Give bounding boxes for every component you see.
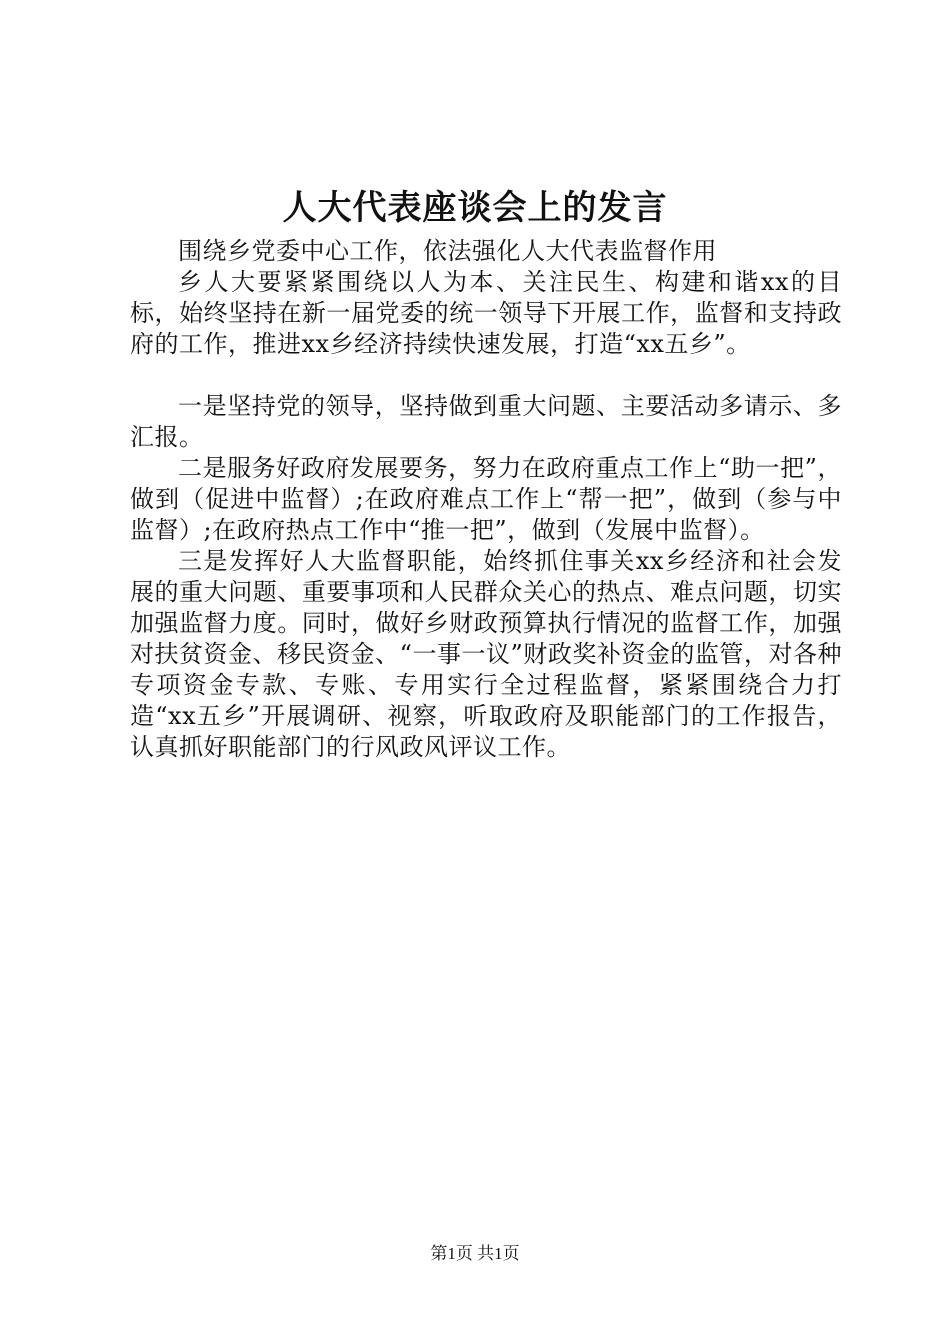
paragraph-intro: 乡人大要紧紧围绕以人为本、关注民生、构建和谐xx的目标，始终坚持在新一届党委的统一领导下开展工作，监督和支持政府的工作，推进xx乡经济持续快速发展，打造“xx五乡”。 xyxy=(130,268,842,358)
paragraph-heading: 围绕乡党委中心工作，依法强化人大代表监督作用 xyxy=(178,237,717,265)
document-body xyxy=(130,236,842,763)
paragraph-point-2: 二是服务好政府发展要务，努力在政府重点工作上“助一把”，做到（促进中监督）;在政府难点工作上“帮一把”，做到（参与中监督）;在政府热点工作中“推一把”，做到（发展中监督）。 xyxy=(130,454,842,544)
document-title: 人大代表座谈会上的发言 xyxy=(282,188,668,228)
paragraph-point-3: 三是发挥好人大监督职能，始终抓住事关xx乡经济和社会发展的重大问题、重要事项和人民群众关心的热点、难点问题，切实加强监督力度。同时，做好乡财政预算执行情况的监督工作，加强对扶贫资金、移民资金、“一事一议”财政奖补资金的监管，对各种专项资金专款、专账、专用实行全过程监督，紧紧围绕合力打造“xx五乡”开展调研、视察，听取政府及职能部门的工作报告，认真抓好职能部门的行风政风评议工作。 xyxy=(130,547,842,761)
paragraph-point-1: 一是坚持党的领导，坚持做到重大问题、主要活动多请示、多汇报。 xyxy=(130,392,842,451)
page-number-footer: 第1页 共1页 xyxy=(430,1244,520,1263)
